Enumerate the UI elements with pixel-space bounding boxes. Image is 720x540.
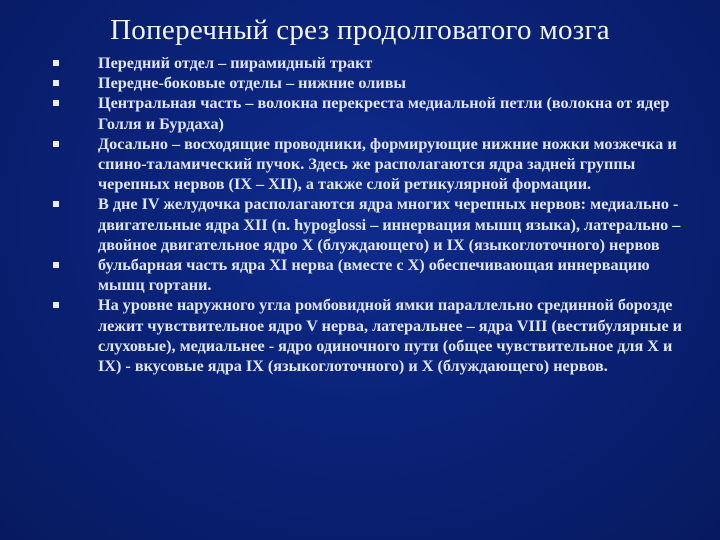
bullet-list bbox=[50, 53, 690, 376]
bullet-text: Передне-боковые отделы – нижние оливы bbox=[98, 74, 407, 93]
bullet-text: Центральная часть – волокна перекреста медиальной петли (волокна от ядер Голля и Бурдаха) bbox=[98, 94, 670, 133]
bullet-text: На уровне наружного угла ромбовидной ямки параллельно срединной борозде лежит чувствительное ядро V нерва, латеральнее – ядра VIII (вестибулярные и слуховые), медиальнее - ядро одиночного пути (общее чувствительное для X и IX) - вкусовые ядра IX (языкоглоточного) и X (блуждающего) нервов. bbox=[98, 296, 682, 376]
square-bullet-icon bbox=[53, 100, 59, 106]
bullet-text: бульбарная часть ядра XI нерва (вместе с X) обеспечивающая иннервацию мышц гортани. bbox=[98, 256, 650, 295]
bullet-text: Передний отдел – пирамидный тракт bbox=[98, 54, 373, 72]
slide-title: Поперечный срез продолговатого мозга bbox=[110, 14, 610, 46]
bullet-text: Досально – восходящие проводники, формирующие нижние ножки мозжечка и спино-таламический пучок. Здесь же располагаются ядра задней группы черепных нервов (IX – XII), а также слой ретикулярной формации. bbox=[98, 134, 677, 194]
list-item bbox=[50, 134, 690, 195]
list-item bbox=[50, 255, 690, 295]
bullet-text: В дне IV желудочка располагаются ядра многих черепных нервов: медиально - двигательные ядра XII (n. hypoglossi – иннервация мышц языка), латерально – двойное двигательное ядро X (блуждающего) и IX (языкоглоточного) нервов bbox=[98, 195, 681, 254]
square-bullet-icon bbox=[53, 262, 59, 268]
list-item bbox=[50, 93, 690, 133]
list-item bbox=[50, 194, 690, 255]
square-bullet-icon bbox=[53, 201, 59, 207]
square-bullet-icon bbox=[53, 141, 59, 147]
square-bullet-icon bbox=[53, 302, 59, 308]
list-item bbox=[50, 73, 690, 93]
square-bullet-icon bbox=[53, 60, 59, 66]
list-item bbox=[50, 295, 690, 376]
list-item bbox=[50, 53, 690, 73]
square-bullet-icon bbox=[53, 80, 59, 86]
